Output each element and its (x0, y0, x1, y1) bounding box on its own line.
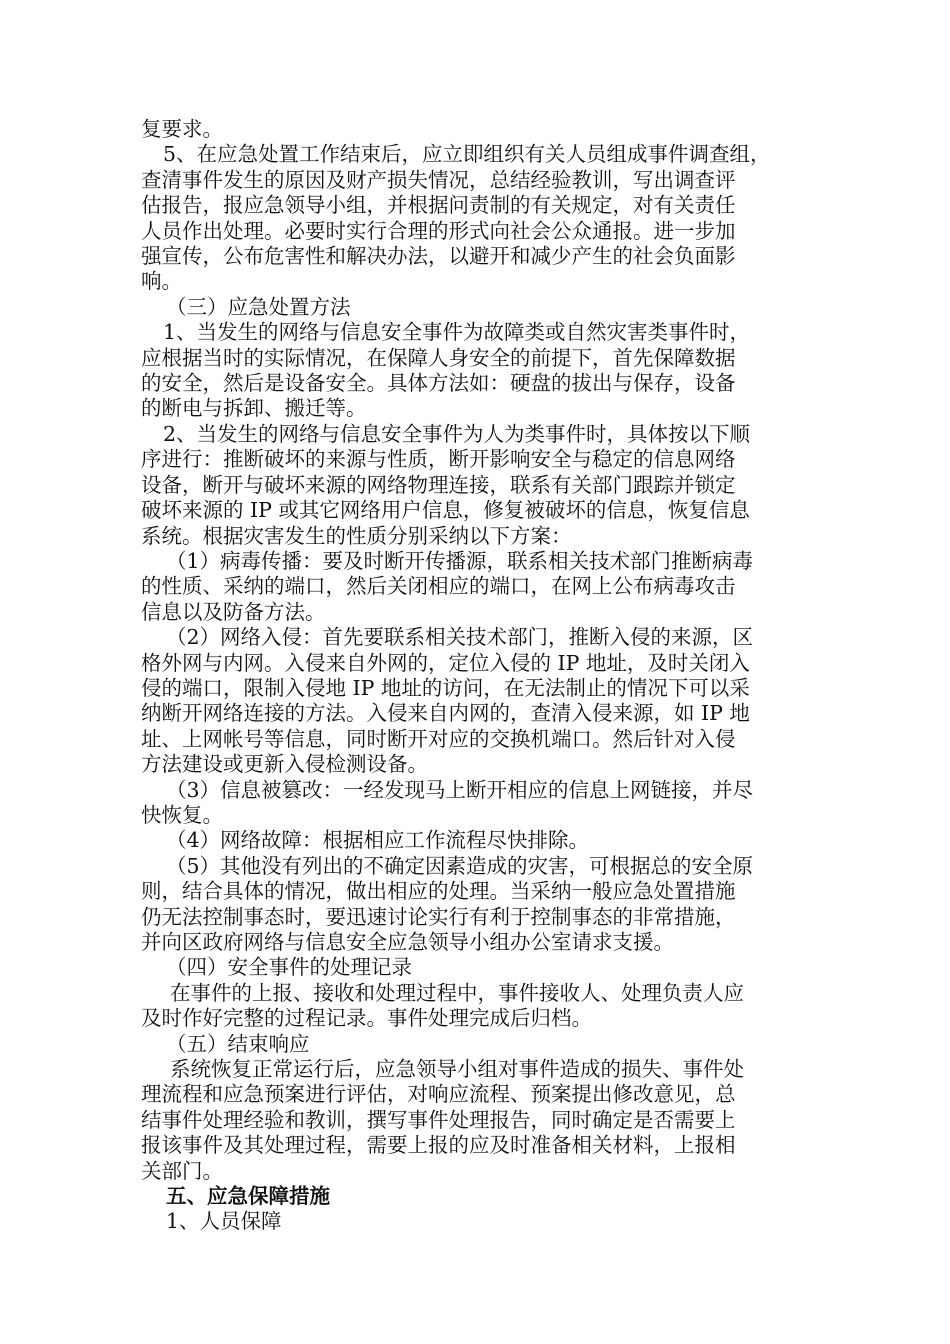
paragraph-start: 系统恢复正常运行后，应急领导小组对事件造成的损失、事件处 (170, 1057, 744, 1082)
text-line: 查清事件发生的原因及财产损失情况，总结经验教训，写出调查评 (141, 167, 736, 192)
text-line: 结事件处理经验和教训，撰写事件处理报告，同时确定是否需要上 (141, 1107, 736, 1132)
text-line: 快恢复。 (141, 802, 223, 827)
text-line: 序进行：推断破坏的来源与性质，断开影响安全与稳定的信息网络 (141, 447, 736, 472)
paragraph-start: （4）网络故障：根据相应工作流程尽快排除。 (166, 828, 590, 853)
text-line: 关部门。 (141, 1158, 223, 1183)
text-line: 破坏来源的 IP 或其它网络用户信息，修复被破坏的信息，恢复信息 (141, 498, 750, 523)
text-line: 人员作出处理。必要时实行合理的形式向社会公众通报。进一步加 (141, 218, 736, 243)
text-line: 响。 (141, 269, 182, 294)
text-line: 报该事件及其处理过程，需要上报的应及时准备相关材料，上报相 (141, 1133, 736, 1158)
text-line: 则，结合具体的情况，做出相应的处理。当采纳一般应急处置措施 (141, 879, 736, 904)
text-line: 设备，断开与破坏来源的网络物理连接，联系有关部门跟踪并锁定 (141, 472, 736, 497)
text-line: 并向区政府网络与信息安全应急领导小组办公室请求支援。 (141, 930, 674, 954)
text-line: 侵的端口，限制入侵地 IP 地址的访问，在无法制止的情况下可以采 (141, 675, 750, 700)
text-line: 信息以及防备方法。 (141, 599, 326, 624)
document-page (141, 117, 821, 1235)
text-line: 理流程和应急预案进行评估，对响应流程、预案提出修改意见，总 (141, 1082, 736, 1107)
text-line: 仍无法控制事态时，要迅速讨论实行有利于控制事态的非常措施， (141, 904, 736, 929)
text-line: 及时作好完整的过程记录。事件处理完成后归档。 (141, 1006, 592, 1031)
text-line: 应根据当时的实际情况，在保障人身安全的前提下，首先保障数据 (141, 345, 736, 370)
text-line: 估报告，报应急领导小组，并根据问责制的有关规定，对有关责任 (141, 193, 736, 218)
text-line: 复要求。 (141, 117, 223, 141)
paragraph-start: 2、当发生的网络与信息安全事件为人为类事件时，具体按以下顺 (163, 421, 751, 446)
paragraph-start: 5、在应急处置工作结束后，应立即组织有关人员组成事件调查组， (163, 142, 771, 167)
text-line: 格外网与内网。入侵来自外网的，定位入侵的 IP 地址，及时关闭入 (141, 650, 750, 675)
text-line: 强宣传，公布危害性和解决办法，以避开和减少产生的社会负面影 (141, 244, 736, 269)
paragraph-start: （2）网络入侵：首先要联系相关技术部门，推断入侵的来源，区 (166, 625, 754, 650)
text-line: 址、上网帐号等信息，同时断开对应的交换机端口。然后针对入侵 (141, 726, 736, 751)
paragraph-start: （3）信息被篡改：一经发现马上断开相应的信息上网链接，并尽 (166, 777, 754, 802)
text-line: 方法建设或更新入侵检测设备。 (141, 752, 428, 777)
text-line: 的安全，然后是设备安全。具体方法如：硬盘的拔出与保存，设备 (141, 371, 736, 396)
paragraph-start: 1、当发生的网络与信息安全事件为故障类或自然灾害类事件时， (163, 320, 751, 345)
text-line: 系统。根据灾害发生的性质分别采纳以下方案： (141, 523, 572, 548)
text-line: 纳断开网络连接的方法。入侵来自内网的，查清入侵来源，如 IP 地 (141, 701, 750, 726)
section-heading: （四）安全事件的处理记录 (166, 955, 412, 980)
text-line: 的性质、采纳的端口，然后关闭相应的端口，在网上公布病毒攻击 (141, 574, 736, 599)
chapter-heading: 五、应急保障措施 (166, 1184, 330, 1209)
subsection-heading: 1、人员保障 (166, 1209, 282, 1234)
text-line: 的断电与拆卸、搬迁等。 (141, 396, 367, 421)
section-heading: （五）结束响应 (166, 1031, 310, 1056)
section-heading: （三）应急处置方法 (166, 294, 351, 319)
paragraph-start: （1）病毒传播：要及时断开传播源，联系相关技术部门推断病毒 (166, 548, 754, 573)
paragraph-start: （5）其他没有列出的不确定因素造成的灾害，可根据总的安全原 (166, 853, 754, 878)
paragraph-start: 在事件的上报、接收和处理过程中，事件接收人、处理负责人应 (170, 980, 744, 1005)
